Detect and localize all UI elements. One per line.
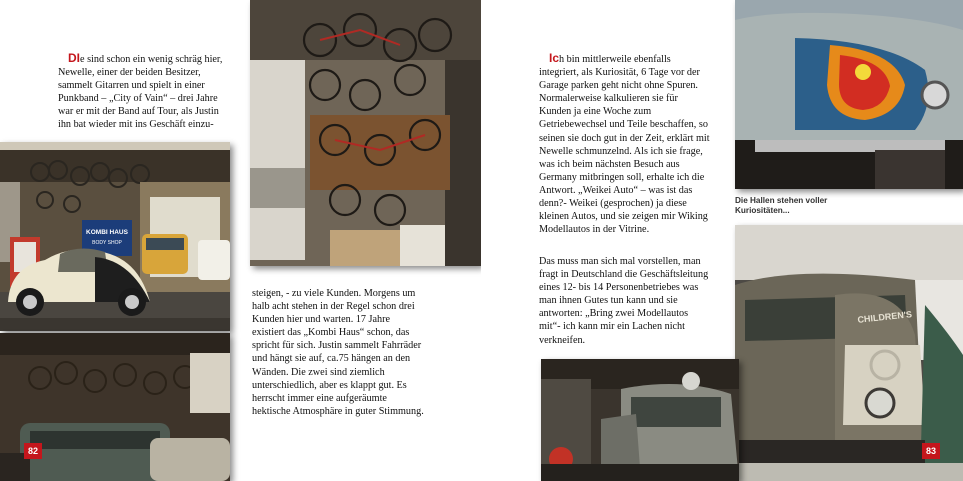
right-paragraph-1-text: h bin mittlerweile ebenfalls integriert, als Kuriosität, 6 Tage vor der Garage parken geht nicht ohne Spuren. Normalerweise kalkulieren sie für Kunden ja eine Woche zum Getriebewechsel und Teile beschaffen, so seinen sie doch gut in der Zeit, erklärt mit Newelle schmunzelnd. Als ich sie frage, was ich beim nächsten Besuch aus Germany mitbringen soll, erhalte ich die Antwort. „Weikei Auto“ – was ist das denn?- Weikei (gesprochen) ja diese kleinen Autos, und sie zeigen mir Wiking Modellautos in der Vitrine. [539,54,710,236]
photo-painted-van [735,0,963,189]
page-number-right: 83 [922,443,940,459]
left-dropcap: DI [68,51,80,65]
shop-sign-line1: KOMBI HAUS [86,229,128,236]
van-lettering: CHILDREN'S [856,309,913,325]
photo-caption: Die Hallen stehen voller Kuriositäten... [735,196,828,215]
left-paragraph-1-text: e sind schon ein wenig schräg hier, Newelle, einer der beiden Besitzer, sammelt Gitarren und spielt in einer Punkband – „City of Vain“ – drei Jahre war er mit der Band auf Tour, als Justin ihn bat wieder mit ins Geschäft einzu- [58,54,223,131]
photo-garage-bay [541,359,739,481]
right-paragraph-2 [539,255,711,347]
photo-hanging-bicycles [250,0,481,266]
left-paragraph-1 [58,52,230,132]
left-page [0,0,481,481]
shop-sign-line2: BODY SHOP [92,240,122,246]
left-paragraph-2-text: steigen, - zu viele Kunden. Morgens um halb acht stehen in der Regel schon drei Kunden hier und warten. 17 Jahre existiert das „Kombi Haus“ schon, das spricht für sich. Justin sammelt Fahrräder und hängt sie auf, ca.75 hängen an den Wänden. Die zwei sind ziemlich unterschiedlich, aber es klappt gut. Es herrscht immer eine aufgeräumte hektische Atmosphäre in guter Stimmung. [252,288,424,417]
photo-beetle-garage [0,142,230,331]
right-page [482,0,963,481]
right-dropcap: Ic [549,51,560,65]
right-paragraph-2-text: Das muss man sich mal vorstellen, man fragt in Deutschland die Geschäftsleitung eines 12- bis 14 Personenbetriebes was man ihnen Gutes tun kann und sie antworten: „Bring zwei Modellautos mit“- ich kann mir ein Lachen nicht verkneifen. [539,256,709,346]
page-number-left: 82 [24,443,42,459]
left-paragraph-2 [252,287,424,418]
right-paragraph-1 [539,52,711,236]
